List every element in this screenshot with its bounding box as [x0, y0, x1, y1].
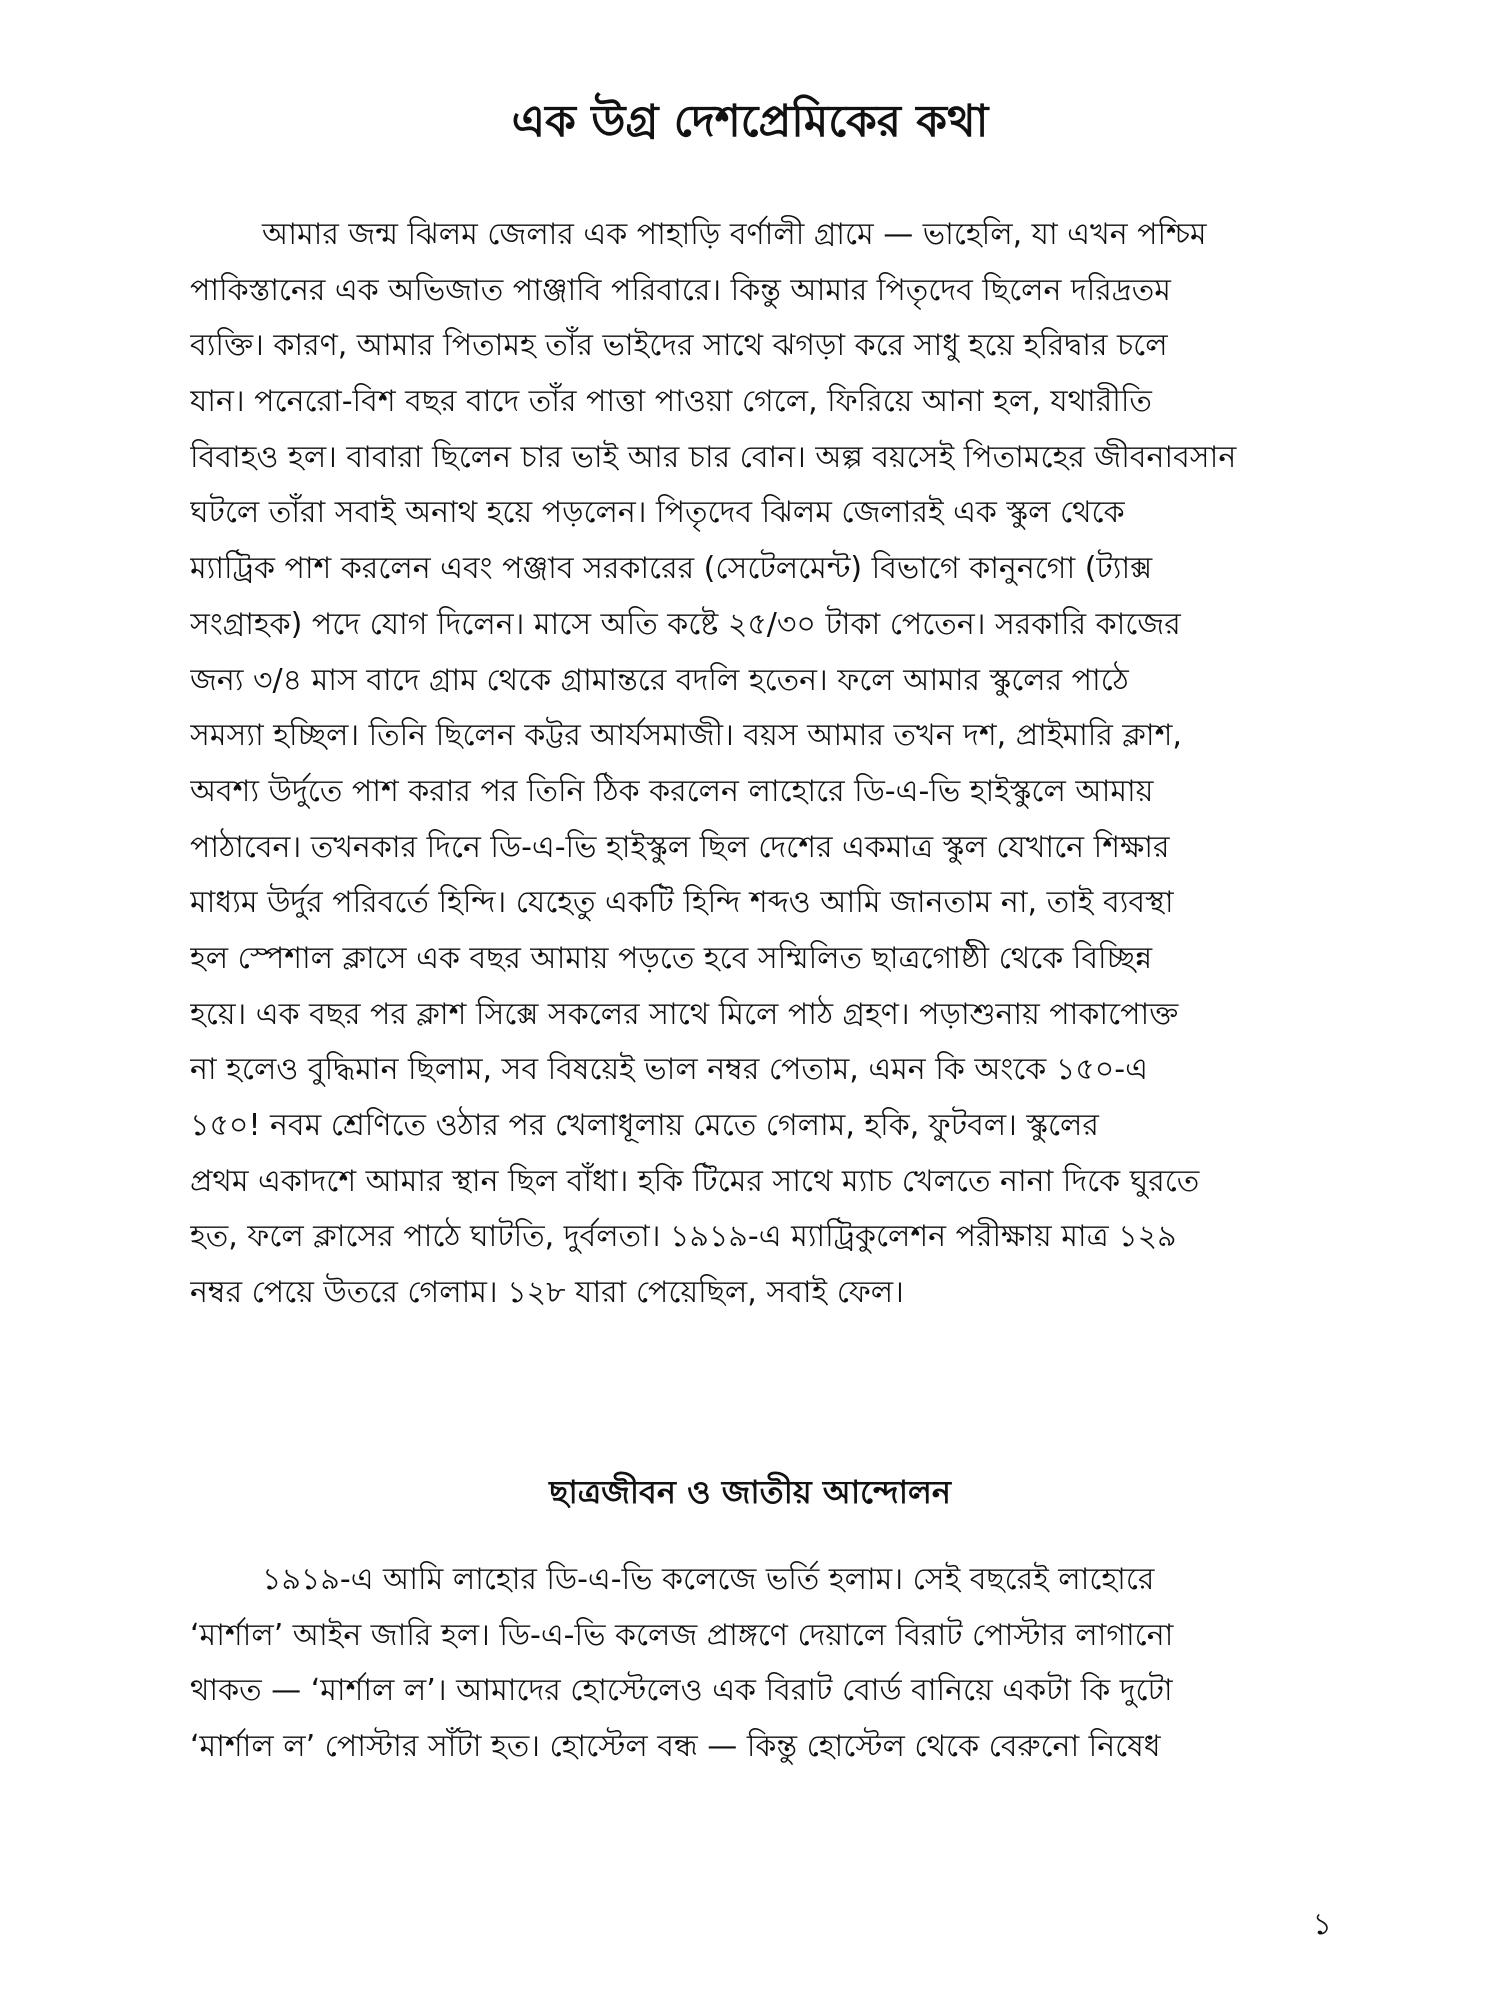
- paragraph-line: বিবাহও হল। বাবারা ছিলেন চার ভাই আর চার বোন। অল্প বয়সেই পিতামহের জীবনাবসান: [190, 439, 1237, 475]
- page-title: এক উগ্র দেশপ্রেমিকের কথা: [511, 96, 989, 147]
- paragraph-line: হয়ে। এক বছর পর ক্লাশ সিক্সে সকলের সাথে মিলে পাঠ গ্রহণ। পড়াশুনায় পাকাপোক্ত: [190, 996, 1179, 1032]
- paragraph-line: অবশ্য উর্দুতে পাশ করার পর তিনি ঠিক করলেন লাহোরে ডি-এ-ভি হাইস্কুলে আমায়: [190, 773, 1154, 809]
- paragraph-line: ১৯১৯-এ আমি লাহোর ডি-এ-ভি কলেজে ভর্তি হলাম। সেই বছরেই লাহোরে: [262, 1562, 1155, 1597]
- paragraph-line: থাকত — ‘মার্শাল ল’। আমাদের হোস্টেলেও এক বিরাট বোর্ড বানিয়ে একটা কি দুটো: [190, 1673, 1173, 1709]
- paragraph-line: মাধ্যম উর্দুর পরিবর্তে হিন্দি। যেহেতু একটি হিন্দি শব্দও আমি জানতাম না, তাই ব্যবস্থা: [190, 885, 1174, 921]
- paragraph-line: নম্বর পেয়ে উতরে গেলাম। ১২৮ যারা পেয়েছিল, সবাই ফেল।: [190, 1275, 904, 1311]
- paragraph-line: ঘটলে তাঁরা সবাই অনাথ হয়ে পড়লেন। পিতৃদেব ঝিলম জেলারই এক স্কুল থেকে: [190, 495, 1125, 531]
- paragraph-line: আমার জন্ম ঝিলম জেলার এক পাহাড়ি বর্ণালী গ্রামে — ভাহেলি, যা এখন পশ্চিম: [262, 217, 1207, 252]
- paragraph-line: হল স্পেশাল ক্লাসে এক বছর আমায় পড়তে হবে সম্মিলিত ছাত্রগোষ্ঠী থেকে বিচ্ছিন্ন: [190, 940, 1153, 976]
- paragraph-line: হত, ফলে ক্লাসের পাঠে ঘাটতি, দুর্বলতা। ১৯১৯-এ ম্যাট্রিকুলেশন পরীক্ষায় মাত্র ১২৯: [190, 1219, 1177, 1255]
- paragraph-line: সংগ্রাহক) পদে যোগ দিলেন। মাসে অতি কষ্টে ২৫/৩০ টাকা পেতেন। সরকারি কাজের: [190, 606, 1181, 642]
- paragraph-line: ব্যক্তি। কারণ, আমার পিতামহ তাঁর ভাইদের সাথে ঝগড়া করে সাধু হয়ে হরিদ্বার চলে: [190, 328, 1168, 364]
- paragraph-main: [190, 207, 1320, 1321]
- paragraph-line: জন্য ৩/৪ মাস বাদে গ্রাম থেকে গ্রামান্তরে বদলি হতেন। ফলে আমার স্কুলের পাঠে: [190, 662, 1129, 698]
- page-number: ১: [1312, 1907, 1332, 1942]
- paragraph-line: পাঠাবেন। তখনকার দিনে ডি-এ-ভি হাইস্কুল ছিল দেশের একমাত্র স্কুল যেখানে শিক্ষার: [190, 829, 1170, 865]
- paragraph-line: ম্যাট্রিক পাশ করলেন এবং পঞ্জাব সরকারের (সেটেলমেন্ট) বিভাগে কানুনগো (ট্যাক্স: [190, 551, 1153, 587]
- paragraph-line: সমস্যা হচ্ছিল। তিনি ছিলেন কট্টর আর্যসমাজী। বয়স আমার তখন দশ, প্রাইমারি ক্লাশ,: [190, 718, 1182, 754]
- paragraph-line: ১৫০! নবম শ্রেণিতে ওঠার পর খেলাধূলায় মেতে গেলাম, হকি, ফুটবল। স্কুলের: [190, 1108, 1099, 1143]
- paragraph-line: প্রথম একাদশে আমার স্থান ছিল বাঁধা। হকি টিমের সাথে ম্যাচ খেলতে নানা দিকে ঘুরতে: [190, 1163, 1200, 1199]
- section-heading: ছাত্রজীবন ও জাতীয় আন্দোলন: [549, 1473, 951, 1511]
- paragraph-student-life: [190, 1552, 1320, 1775]
- paragraph-line: ‘মার্শাল’ আইন জারি হল। ডি-এ-ভি কলেজ প্রাঙ্গণে দেয়ালে বিরাট পোস্টার লাগানো: [190, 1617, 1174, 1653]
- paragraph-line: পাকিস্তানের এক অভিজাত পাঞ্জাবি পরিবারে। কিন্তু আমার পিতৃদেব ছিলেন দরিদ্রতম: [190, 272, 1171, 308]
- paragraph-line: ‘মার্শাল ল’ পোস্টার সাঁটা হত। হোস্টেল বন্ধ — কিন্তু হোস্টেল থেকে বেরুনো নিষেধ: [190, 1729, 1161, 1765]
- paragraph-line: না হলেও বুদ্ধিমান ছিলাম, সব বিষয়েই ভাল নম্বর পেতাম, এমন কি অংকে ১৫০-এ: [190, 1052, 1148, 1088]
- paragraph-line: যান। পনেরো-বিশ বছর বাদে তাঁর পাত্তা পাওয়া গেলে, ফিরিয়ে আনা হল, যথারীতি: [190, 384, 1152, 420]
